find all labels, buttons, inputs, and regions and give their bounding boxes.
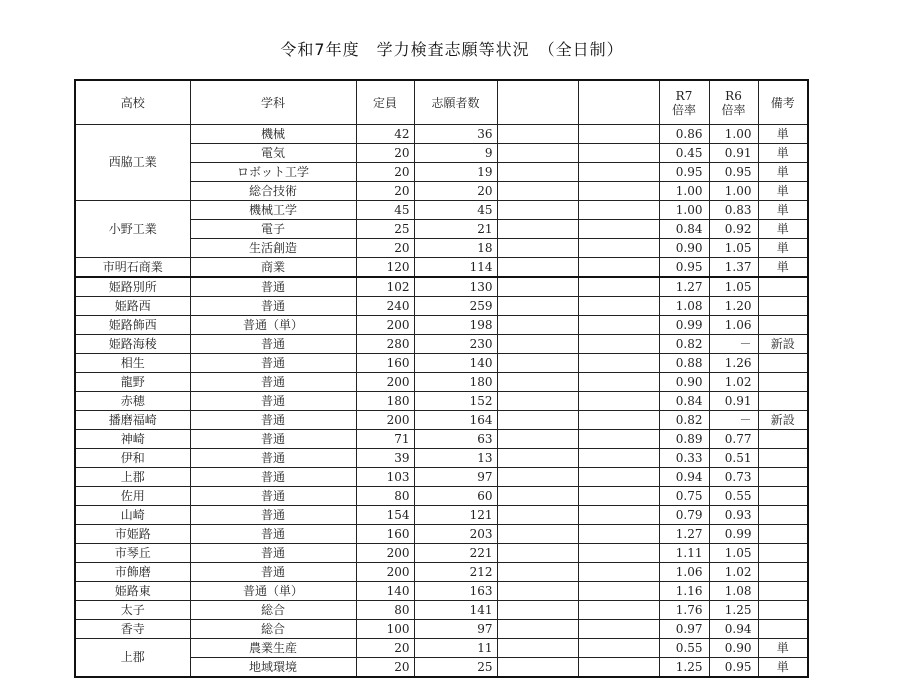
note-cell: 単: [758, 258, 808, 278]
note-cell: 単: [758, 125, 808, 144]
header-r6-rate: [709, 80, 758, 125]
department-cell: 普通（単）: [190, 316, 356, 335]
header-blank-2: [578, 80, 659, 125]
page-title: 令和7年度 学力検査志願等状況 （全日制）: [280, 40, 624, 59]
r7-rate-cell: 1.08: [659, 297, 709, 316]
capacity-cell: 160: [356, 525, 414, 544]
r6-rate-cell: 1.02: [709, 563, 758, 582]
header-r7-rate: [659, 80, 709, 125]
blank-cell: [578, 373, 659, 392]
applicants-cell: 18: [414, 239, 497, 258]
note-cell: [758, 449, 808, 468]
blank-cell: [497, 506, 578, 525]
blank-cell: [497, 258, 578, 278]
r7-rate-cell: 0.90: [659, 373, 709, 392]
department-cell: 商業: [190, 258, 356, 278]
blank-cell: [578, 563, 659, 582]
r7-rate-cell: 1.76: [659, 601, 709, 620]
r7-rate-cell: 0.33: [659, 449, 709, 468]
r7-rate-cell: 1.00: [659, 182, 709, 201]
school-name-cell: 播磨福崎: [75, 411, 190, 430]
department-cell: 普通（単）: [190, 582, 356, 601]
r7-rate-cell: 0.55: [659, 639, 709, 658]
blank-cell: [497, 373, 578, 392]
department-cell: 普通: [190, 335, 356, 354]
note-cell: 単: [758, 639, 808, 658]
header-capacity: 定員: [356, 80, 414, 125]
note-cell: [758, 544, 808, 563]
department-cell: 普通: [190, 354, 356, 373]
table-row: [75, 449, 808, 468]
r6-rate-cell: 0.91: [709, 392, 758, 411]
header-r7-top: R7: [675, 88, 693, 103]
capacity-cell: 25: [356, 220, 414, 239]
blank-cell: [497, 182, 578, 201]
blank-cell: [497, 316, 578, 335]
blank-cell: [578, 525, 659, 544]
note-cell: 新設: [758, 411, 808, 430]
note-cell: [758, 297, 808, 316]
capacity-cell: 80: [356, 487, 414, 506]
blank-cell: [578, 449, 659, 468]
school-name-cell: 佐用: [75, 487, 190, 506]
r6-rate-cell: 1.05: [709, 544, 758, 563]
school-name-cell: 太子: [75, 601, 190, 620]
table-row: [75, 258, 808, 278]
capacity-cell: 154: [356, 506, 414, 525]
note-cell: 単: [758, 658, 808, 678]
r6-rate-cell: 1.06: [709, 316, 758, 335]
blank-cell: [578, 620, 659, 639]
capacity-cell: 240: [356, 297, 414, 316]
blank-cell: [497, 601, 578, 620]
school-name-cell: 市明石商業: [75, 258, 190, 278]
r6-rate-cell: 1.08: [709, 582, 758, 601]
table-row: [75, 201, 808, 220]
department-cell: 普通: [190, 506, 356, 525]
department-cell: 普通: [190, 430, 356, 449]
r6-rate-cell: 0.95: [709, 163, 758, 182]
capacity-cell: 20: [356, 239, 414, 258]
blank-cell: [497, 144, 578, 163]
applicants-cell: 141: [414, 601, 497, 620]
blank-cell: [578, 506, 659, 525]
capacity-cell: 140: [356, 582, 414, 601]
r6-rate-cell: 0.91: [709, 144, 758, 163]
blank-cell: [578, 201, 659, 220]
r7-rate-cell: 0.89: [659, 430, 709, 449]
table-row: [75, 487, 808, 506]
note-cell: [758, 468, 808, 487]
table-row: [75, 411, 808, 430]
blank-cell: [578, 182, 659, 201]
table-row: [75, 620, 808, 639]
school-name-cell: 上郡: [75, 468, 190, 487]
blank-cell: [578, 601, 659, 620]
applicants-cell: 45: [414, 201, 497, 220]
note-cell: [758, 392, 808, 411]
school-name-cell: 姫路飾西: [75, 316, 190, 335]
capacity-cell: 20: [356, 163, 414, 182]
r6-rate-cell: －: [709, 411, 758, 430]
r6-rate-cell: 1.26: [709, 354, 758, 373]
capacity-cell: 120: [356, 258, 414, 278]
department-cell: 普通: [190, 544, 356, 563]
application-status-table: [74, 79, 809, 678]
table-row: [75, 639, 808, 658]
school-name-cell: 相生: [75, 354, 190, 373]
blank-cell: [497, 658, 578, 678]
r7-rate-cell: 0.99: [659, 316, 709, 335]
blank-cell: [497, 582, 578, 601]
department-cell: 生活創造: [190, 239, 356, 258]
applicants-cell: 140: [414, 354, 497, 373]
capacity-cell: 102: [356, 277, 414, 297]
blank-cell: [497, 430, 578, 449]
note-cell: 新設: [758, 335, 808, 354]
department-cell: 地域環境: [190, 658, 356, 678]
note-cell: [758, 525, 808, 544]
applicants-cell: 212: [414, 563, 497, 582]
r6-rate-cell: 0.92: [709, 220, 758, 239]
blank-cell: [578, 354, 659, 373]
capacity-cell: 20: [356, 639, 414, 658]
r7-rate-cell: 0.90: [659, 239, 709, 258]
blank-cell: [497, 411, 578, 430]
header-applicants: 志願者数: [414, 80, 497, 125]
r6-rate-cell: 0.55: [709, 487, 758, 506]
note-cell: [758, 277, 808, 297]
table-row: [75, 601, 808, 620]
note-cell: [758, 582, 808, 601]
school-name-cell: 龍野: [75, 373, 190, 392]
school-name-cell: 市姫路: [75, 525, 190, 544]
table-row: [75, 316, 808, 335]
blank-cell: [578, 639, 659, 658]
blank-cell: [578, 125, 659, 144]
blank-cell: [578, 411, 659, 430]
r7-rate-cell: 0.95: [659, 258, 709, 278]
r6-rate-cell: 1.05: [709, 239, 758, 258]
department-cell: 総合技術: [190, 182, 356, 201]
department-cell: 普通: [190, 411, 356, 430]
note-cell: [758, 563, 808, 582]
department-cell: 普通: [190, 525, 356, 544]
blank-cell: [578, 297, 659, 316]
capacity-cell: 80: [356, 601, 414, 620]
r6-rate-cell: 1.05: [709, 277, 758, 297]
applicants-cell: 20: [414, 182, 497, 201]
applicants-cell: 11: [414, 639, 497, 658]
department-cell: 機械工学: [190, 201, 356, 220]
department-cell: 普通: [190, 563, 356, 582]
r6-rate-cell: 0.51: [709, 449, 758, 468]
table-row: [75, 430, 808, 449]
capacity-cell: 71: [356, 430, 414, 449]
capacity-cell: 103: [356, 468, 414, 487]
blank-cell: [497, 277, 578, 297]
r7-rate-cell: 0.88: [659, 354, 709, 373]
note-cell: [758, 373, 808, 392]
blank-cell: [497, 525, 578, 544]
r7-rate-cell: 1.16: [659, 582, 709, 601]
table-row: [75, 297, 808, 316]
header-r6-top: R6: [725, 88, 742, 103]
school-name-cell: 上郡: [75, 639, 190, 678]
school-name-cell: 伊和: [75, 449, 190, 468]
r7-rate-cell: 0.75: [659, 487, 709, 506]
capacity-cell: 100: [356, 620, 414, 639]
blank-cell: [497, 297, 578, 316]
capacity-cell: 42: [356, 125, 414, 144]
r7-rate-cell: 0.97: [659, 620, 709, 639]
school-name-cell: 山崎: [75, 506, 190, 525]
blank-cell: [578, 316, 659, 335]
applicants-cell: 97: [414, 468, 497, 487]
department-cell: 普通: [190, 297, 356, 316]
r7-rate-cell: 1.11: [659, 544, 709, 563]
r7-rate-cell: 1.25: [659, 658, 709, 678]
note-cell: [758, 316, 808, 335]
r6-rate-cell: 0.95: [709, 658, 758, 678]
department-cell: 機械: [190, 125, 356, 144]
school-name-cell: 姫路東: [75, 582, 190, 601]
r6-rate-cell: 1.25: [709, 601, 758, 620]
table-row: [75, 392, 808, 411]
blank-cell: [578, 239, 659, 258]
note-cell: 単: [758, 239, 808, 258]
blank-cell: [578, 258, 659, 278]
r7-rate-cell: 1.27: [659, 277, 709, 297]
note-cell: [758, 620, 808, 639]
capacity-cell: 200: [356, 544, 414, 563]
applicants-cell: 163: [414, 582, 497, 601]
table-row: [75, 277, 808, 297]
applicants-cell: 19: [414, 163, 497, 182]
r6-rate-cell: 0.93: [709, 506, 758, 525]
blank-cell: [497, 201, 578, 220]
blank-cell: [578, 335, 659, 354]
r6-rate-cell: 0.73: [709, 468, 758, 487]
blank-cell: [578, 220, 659, 239]
applicants-cell: 36: [414, 125, 497, 144]
applicants-cell: 230: [414, 335, 497, 354]
applicants-cell: 180: [414, 373, 497, 392]
school-name-cell: 姫路別所: [75, 277, 190, 297]
note-cell: [758, 354, 808, 373]
r7-rate-cell: 1.00: [659, 201, 709, 220]
blank-cell: [497, 354, 578, 373]
department-cell: 総合: [190, 601, 356, 620]
header-note: 備考: [758, 80, 808, 125]
department-cell: 普通: [190, 277, 356, 297]
header-school: 高校: [75, 80, 190, 125]
header-blank-1: [497, 80, 578, 125]
school-name-cell: 赤穂: [75, 392, 190, 411]
r7-rate-cell: 0.95: [659, 163, 709, 182]
school-name-cell: 姫路西: [75, 297, 190, 316]
blank-cell: [497, 639, 578, 658]
blank-cell: [578, 658, 659, 678]
applicants-cell: 198: [414, 316, 497, 335]
school-name-cell: 西脇工業: [75, 125, 190, 201]
blank-cell: [497, 620, 578, 639]
table-row: [75, 582, 808, 601]
note-cell: [758, 601, 808, 620]
capacity-cell: 200: [356, 411, 414, 430]
blank-cell: [497, 468, 578, 487]
header-row: [75, 80, 808, 125]
blank-cell: [578, 468, 659, 487]
r6-rate-cell: 1.02: [709, 373, 758, 392]
header-dept: 学科: [190, 80, 356, 125]
r6-rate-cell: 0.94: [709, 620, 758, 639]
blank-cell: [578, 144, 659, 163]
department-cell: 総合: [190, 620, 356, 639]
header-r7-bottom: 倍率: [671, 102, 696, 117]
table-row: [75, 354, 808, 373]
r7-rate-cell: 1.06: [659, 563, 709, 582]
r7-rate-cell: 0.86: [659, 125, 709, 144]
blank-cell: [578, 430, 659, 449]
capacity-cell: 20: [356, 658, 414, 678]
r6-rate-cell: －: [709, 335, 758, 354]
applicants-cell: 203: [414, 525, 497, 544]
applicants-cell: 221: [414, 544, 497, 563]
r7-rate-cell: 0.45: [659, 144, 709, 163]
school-name-cell: 市飾磨: [75, 563, 190, 582]
table-row: [75, 335, 808, 354]
applicants-cell: 63: [414, 430, 497, 449]
applicants-cell: 152: [414, 392, 497, 411]
capacity-cell: 280: [356, 335, 414, 354]
applicants-cell: 164: [414, 411, 497, 430]
r7-rate-cell: 0.84: [659, 220, 709, 239]
blank-cell: [497, 335, 578, 354]
blank-cell: [578, 487, 659, 506]
note-cell: [758, 430, 808, 449]
note-cell: [758, 487, 808, 506]
school-name-cell: 小野工業: [75, 201, 190, 258]
blank-cell: [578, 582, 659, 601]
blank-cell: [497, 220, 578, 239]
blank-cell: [497, 239, 578, 258]
r7-rate-cell: 0.82: [659, 411, 709, 430]
applicants-cell: 121: [414, 506, 497, 525]
note-cell: 単: [758, 201, 808, 220]
blank-cell: [497, 163, 578, 182]
department-cell: 普通: [190, 487, 356, 506]
table-row: [75, 468, 808, 487]
note-cell: [758, 506, 808, 525]
blank-cell: [578, 277, 659, 297]
table-body: [75, 125, 808, 678]
table-row: [75, 525, 808, 544]
r7-rate-cell: 0.94: [659, 468, 709, 487]
r7-rate-cell: 0.82: [659, 335, 709, 354]
school-name-cell: 神崎: [75, 430, 190, 449]
r7-rate-cell: 0.84: [659, 392, 709, 411]
blank-cell: [497, 392, 578, 411]
capacity-cell: 20: [356, 144, 414, 163]
capacity-cell: 160: [356, 354, 414, 373]
school-name-cell: 市琴丘: [75, 544, 190, 563]
applicants-cell: 9: [414, 144, 497, 163]
capacity-cell: 200: [356, 316, 414, 335]
blank-cell: [497, 487, 578, 506]
r6-rate-cell: 1.00: [709, 125, 758, 144]
blank-cell: [497, 125, 578, 144]
blank-cell: [578, 392, 659, 411]
r6-rate-cell: 1.37: [709, 258, 758, 278]
note-cell: 単: [758, 163, 808, 182]
blank-cell: [578, 163, 659, 182]
department-cell: 普通: [190, 373, 356, 392]
applicants-cell: 97: [414, 620, 497, 639]
table-row: [75, 506, 808, 525]
applicants-cell: 114: [414, 258, 497, 278]
department-cell: 普通: [190, 468, 356, 487]
department-cell: 普通: [190, 449, 356, 468]
header-r6-bottom: 倍率: [721, 102, 746, 117]
capacity-cell: 39: [356, 449, 414, 468]
department-cell: 普通: [190, 392, 356, 411]
note-cell: 単: [758, 182, 808, 201]
r6-rate-cell: 0.99: [709, 525, 758, 544]
r6-rate-cell: 1.00: [709, 182, 758, 201]
blank-cell: [497, 449, 578, 468]
applicants-cell: 60: [414, 487, 497, 506]
capacity-cell: 20: [356, 182, 414, 201]
capacity-cell: 180: [356, 392, 414, 411]
r7-rate-cell: 0.79: [659, 506, 709, 525]
table-row: [75, 563, 808, 582]
department-cell: 農業生産: [190, 639, 356, 658]
table-row: [75, 125, 808, 144]
school-name-cell: 香寺: [75, 620, 190, 639]
note-cell: 単: [758, 144, 808, 163]
r7-rate-cell: 1.27: [659, 525, 709, 544]
r6-rate-cell: 0.90: [709, 639, 758, 658]
blank-cell: [578, 544, 659, 563]
applicants-cell: 13: [414, 449, 497, 468]
table-row: [75, 373, 808, 392]
department-cell: 電気: [190, 144, 356, 163]
table-row: [75, 544, 808, 563]
department-cell: ロボット工学: [190, 163, 356, 182]
note-cell: 単: [758, 220, 808, 239]
r6-rate-cell: 0.77: [709, 430, 758, 449]
blank-cell: [497, 563, 578, 582]
applicants-cell: 130: [414, 277, 497, 297]
r6-rate-cell: 1.20: [709, 297, 758, 316]
r6-rate-cell: 0.83: [709, 201, 758, 220]
applicants-cell: 21: [414, 220, 497, 239]
capacity-cell: 200: [356, 373, 414, 392]
applicants-cell: 25: [414, 658, 497, 678]
capacity-cell: 200: [356, 563, 414, 582]
school-name-cell: 姫路海稜: [75, 335, 190, 354]
applicants-cell: 259: [414, 297, 497, 316]
department-cell: 電子: [190, 220, 356, 239]
capacity-cell: 45: [356, 201, 414, 220]
blank-cell: [497, 544, 578, 563]
